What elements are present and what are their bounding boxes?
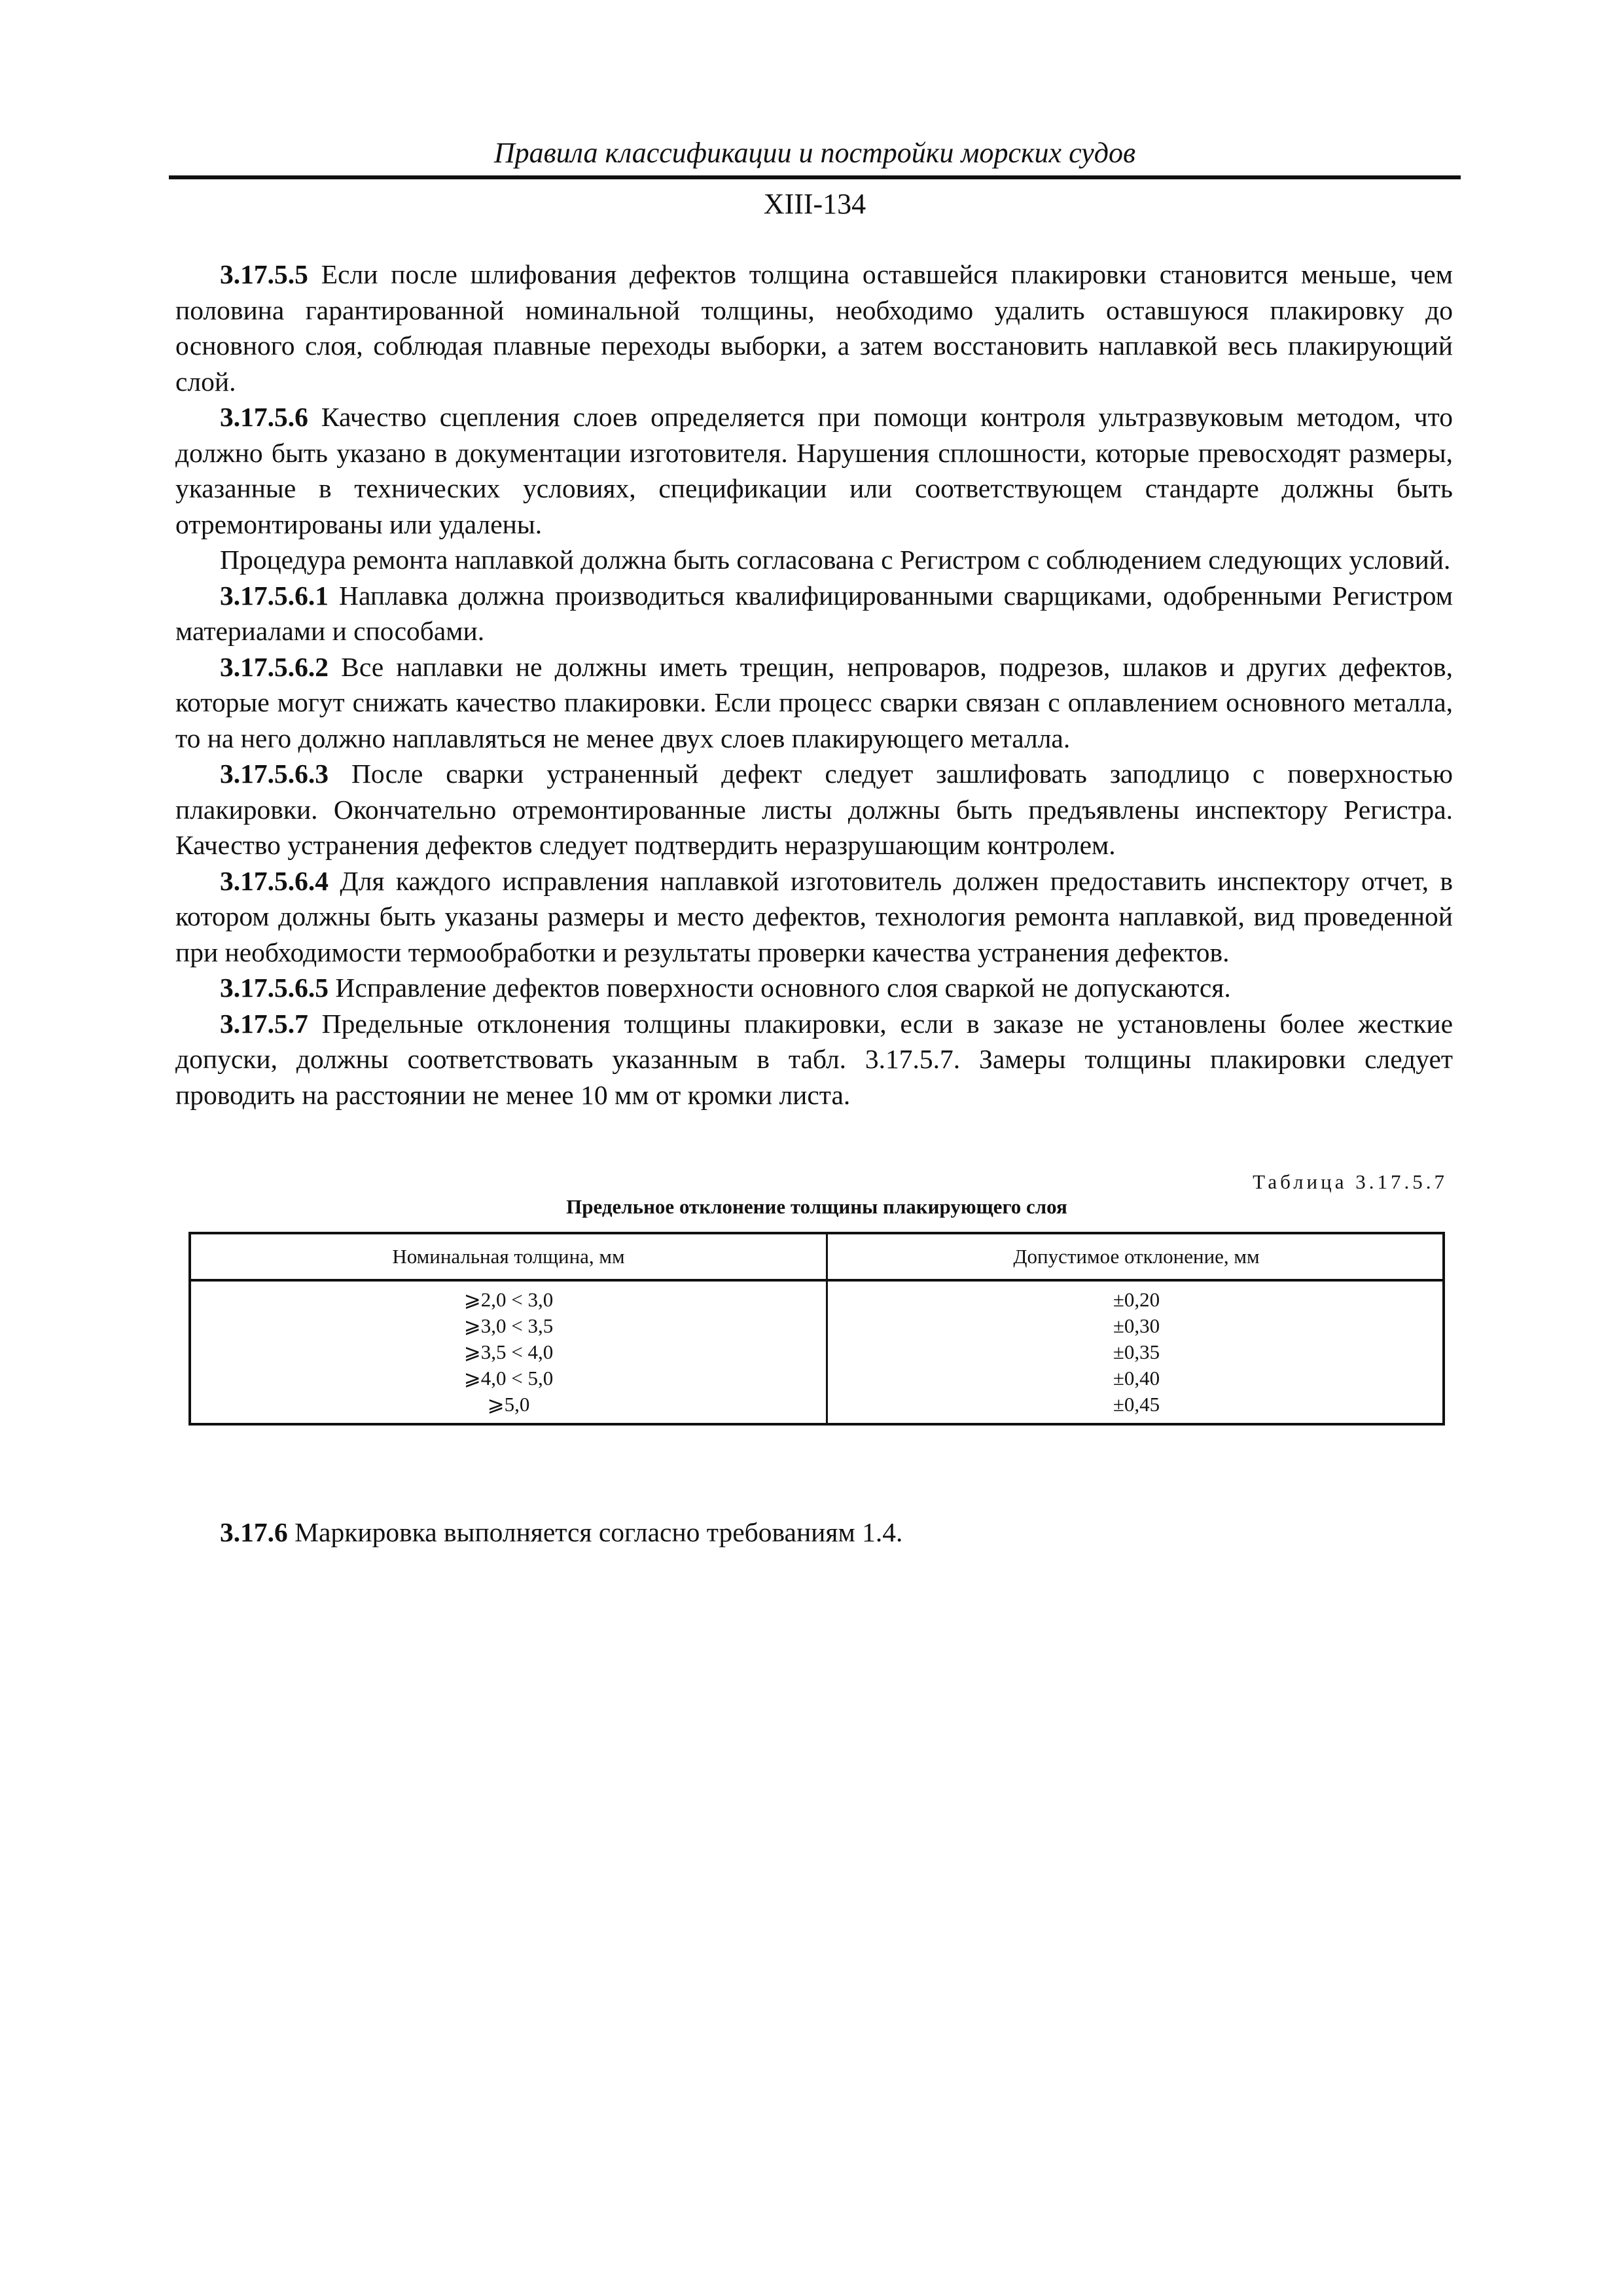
table-header-row — [191, 1234, 1442, 1282]
clause-number: 3.17.5.6 — [220, 402, 308, 432]
paragraph-text: После сварки устраненный дефект следует зашлифовать заподлицо с поверхностью плакировки. Окончательно отремонтированные листы должны быть предъявлены инспектору Регистра. Качество устранения дефектов следует подтвердить неразрушающим контролем. — [175, 759, 1453, 860]
table-cell-deviation: ±0,40 — [1113, 1367, 1160, 1390]
paragraph-text: Наплавка должна производиться квалифицированными сварщиками, одобренными Регистром материалами и способами. — [175, 580, 1453, 646]
table-cell-thickness: ⩾3,0 < 3,5 — [463, 1314, 554, 1337]
header-nominal-thickness: Номинальная толщина, мм — [392, 1245, 625, 1268]
paragraph-3-17-5-6-3 — [175, 756, 1453, 863]
paragraph-text: Все наплавки не должны иметь трещин, непроваров, подрезов, шлаков и других дефектов, которые могут снижать качество плакировки. Если процесс сварки связан с оплавлением основного металла, то на него должно наплавляться не менее двух слоев плакирующего металла. — [175, 651, 1453, 753]
page-number: XIII-134 — [763, 188, 866, 220]
paragraph-text: Качество сцепления слоев определяется при помощи контроля ультразвуковым методом, что должно быть указано в документации изготовителя. Нарушения сплошности, которые превосходят размеры, указанные в технических условиях, спецификации или соответствующем стандарте должны быть отремонтированы или удалены. — [175, 402, 1453, 539]
tolerance-table — [188, 1232, 1445, 1426]
clause-number: 3.17.5.6.2 — [220, 651, 329, 682]
clause-number: 3.17.5.7 — [220, 1008, 308, 1039]
paragraph-text: Процедура ремонта наплавкой должна быть согласована с Регистром с соблюдением следующих условий. — [220, 545, 1451, 575]
paragraph-text: Предельные отклонения толщины плакировки, если в заказе не установлены более жесткие допуски, должны соответствовать указанным в табл. 3.17.5.7. Замеры толщины плакировки следует проводить на расстоянии не менее 10 мм от кромки листа. — [175, 1008, 1453, 1110]
clause-number: 3.17.5.6.5 — [220, 973, 329, 1003]
table-cell-deviation: ±0,45 — [1113, 1393, 1160, 1416]
paragraph-3-17-5-6-4 — [175, 863, 1453, 971]
paragraph-3-17-5-6-1 — [175, 578, 1453, 649]
paragraph-text: Маркировка выполняется согласно требованиям 1.4. — [287, 1517, 903, 1547]
paragraph-3-17-5-7 — [175, 1006, 1453, 1113]
table-cell-deviation: ±0,20 — [1113, 1288, 1160, 1311]
table-cell-thickness: ⩾5,0 — [487, 1393, 530, 1416]
clause-number: 3.17.5.5 — [220, 259, 308, 289]
paragraph-3-17-5-6-5 — [175, 970, 1453, 1006]
final-section — [175, 1515, 1453, 1551]
clause-number: 3.17.5.6.1 — [220, 580, 329, 611]
header-rule — [169, 175, 1461, 179]
paragraph-3-17-5-6 — [175, 399, 1453, 542]
body-text — [175, 257, 1453, 1113]
header-allowed-deviation: Допустимое отклонение, мм — [1013, 1245, 1260, 1268]
table-cell-deviation: ±0,30 — [1113, 1314, 1160, 1337]
table-cell-thickness: ⩾4,0 < 5,0 — [463, 1367, 554, 1390]
clause-number: 3.17.5.6.3 — [220, 759, 329, 789]
clause-number: 3.17.6 — [220, 1517, 288, 1547]
table-cell-thickness: ⩾3,5 < 4,0 — [463, 1340, 554, 1363]
paragraph-text: Для каждого исправления наплавкой изготовитель должен предоставить инспектору отчет, в котором должны быть указаны размеры и место дефектов, технология ремонта наплавкой, вид проведенной при необходимости термообработки и результаты проверки качества устранения дефектов. — [175, 865, 1453, 967]
table-cell-deviation: ±0,35 — [1113, 1340, 1160, 1363]
paragraph-text: Исправление дефектов поверхности основного слоя сваркой не допускаются. — [329, 973, 1231, 1003]
clause-number: 3.17.5.6.4 — [220, 865, 329, 896]
paragraph-3-17-5-5 — [175, 257, 1453, 399]
running-title: Правила классификации и постройки морских судов — [493, 137, 1136, 169]
table-label: Таблица 3.17.5.7 — [1253, 1170, 1448, 1193]
table-caption: Предельное отклонение толщины плакирующего слоя — [566, 1195, 1067, 1218]
paragraph-text: Если после шлифования дефектов толщина оставшейся плакировки становится меньше, чем половина гарантированной номинальной толщины, необходимо удалить оставшуюся плакировку до основного слоя, соблюдая плавные переходы выборки, а затем восстановить наплавкой весь плакирующий слой. — [175, 259, 1453, 397]
paragraph-repair-procedure — [175, 542, 1453, 578]
paragraph-3-17-6 — [175, 1515, 1453, 1551]
paragraph-3-17-5-6-2 — [175, 649, 1453, 757]
table-cell-thickness: ⩾2,0 < 3,0 — [463, 1288, 554, 1311]
